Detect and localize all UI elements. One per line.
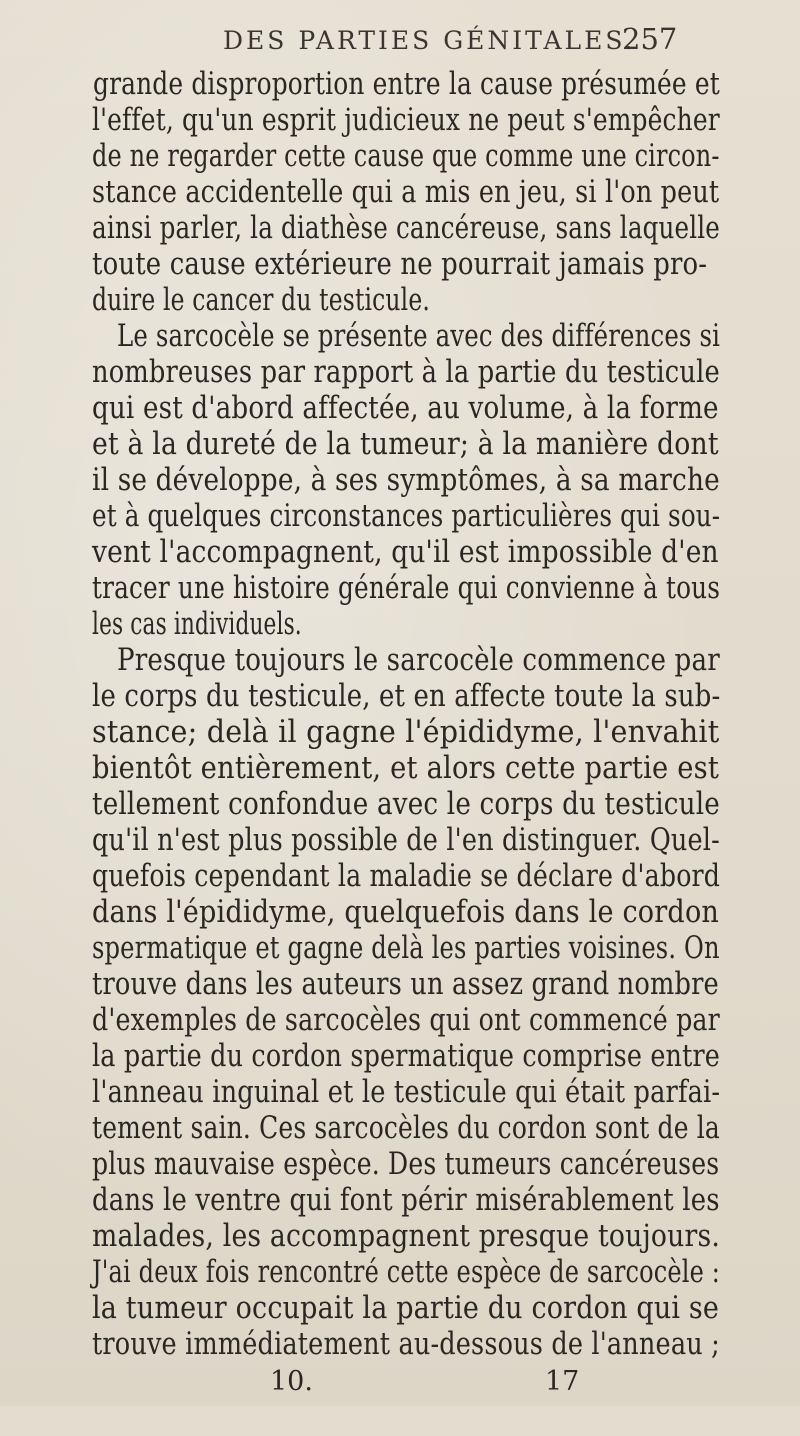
text-line: et à la dureté de la tumeur; à la manière dont (92, 427, 719, 462)
text-line: Presque toujours le sarcocèle commence par (117, 643, 720, 678)
text-line: la partie du cordon spermatique comprise entre (92, 1039, 721, 1074)
text-line: vent l'accompagnent, qu'il est impossible d'en (92, 535, 719, 570)
text-line: tracer une histoire générale qui convienne à tous (92, 571, 721, 606)
text-line: trouve dans les auteurs un assez grand nombre (92, 967, 719, 1002)
text-line: bientôt entièrement, et alors cette partie est (92, 751, 720, 786)
sheet-number: 17 (545, 1366, 580, 1397)
text-line: tement sain. Ces sarcocèles du cordon sont de la (92, 1111, 720, 1146)
text-line: stance accidentelle qui a mis en jeu, si l'on peut (92, 175, 720, 210)
running-head: DES PARTIES GÉNITALES. (223, 26, 636, 55)
text-line: qui est d'abord affectée, au volume, à la forme (92, 391, 719, 426)
text-line: Le sarcocèle se présente avec des différences si (117, 319, 721, 354)
signature-line (0, 1366, 800, 1402)
text-line: d'exemples de sarcocèles qui ont commencé par (92, 1003, 720, 1038)
text-line: plus mauvaise espèce. Des tumeurs cancéreuses (92, 1147, 720, 1182)
text-line: stance; delà il gagne l'épididyme, l'envahit (92, 715, 720, 750)
text-line: quefois cependant la maladie se déclare d'abord (92, 859, 721, 894)
page-header (0, 22, 800, 62)
text-line: malades, les accompagnent presque toujours. (92, 1219, 720, 1254)
text-line: l'effet, qu'un esprit judicieux ne peut s'empêcher (92, 103, 720, 138)
signature-mark: 10. (270, 1366, 313, 1397)
text-line: le corps du testicule, et en affecte toute la sub- (92, 679, 721, 714)
text-line: tellement confondue avec le corps du testicule (92, 787, 720, 822)
page-number: 257 (622, 22, 678, 56)
text-line: dans le ventre qui font périr misérablement les (92, 1183, 720, 1218)
text-line: l'anneau inguinal et le testicule qui était parfai- (92, 1075, 721, 1110)
text-line: grande disproportion entre la cause présumée et (93, 67, 720, 102)
text-line: les cas individuels. (92, 607, 302, 642)
text-line: qu'il n'est plus possible de l'en distinguer. Quel- (92, 823, 720, 858)
text-line: de ne regarder cette cause que comme une circon- (92, 139, 720, 174)
text-line: nombreuses par rapport à la partie du testicule (92, 355, 720, 390)
text-line: il se développe, à ses symptômes, à sa marche (92, 463, 720, 498)
text-line: J'ai deux fois rencontré cette espèce de sarcocèle : (92, 1255, 721, 1290)
text-line: dans l'épididyme, quelquefois dans le cordon (92, 895, 720, 930)
text-line: et à quelques circonstances particulières qui sou- (92, 499, 721, 534)
text-line: ainsi parler, la diathèse cancéreuse, sans laquelle (92, 211, 721, 246)
text-line: trouve immédiatement au-dessous de l'anneau ; (92, 1327, 720, 1362)
text-line: duire le cancer du testicule. (92, 283, 430, 318)
text-line: spermatique et gagne delà les parties voisines. On (92, 931, 720, 966)
page-footer (0, 1400, 800, 1436)
text-line: toute cause extérieure ne pourrait jamais pro- (92, 247, 708, 282)
text-line: la tumeur occupait la partie du cordon qui se (92, 1291, 720, 1326)
